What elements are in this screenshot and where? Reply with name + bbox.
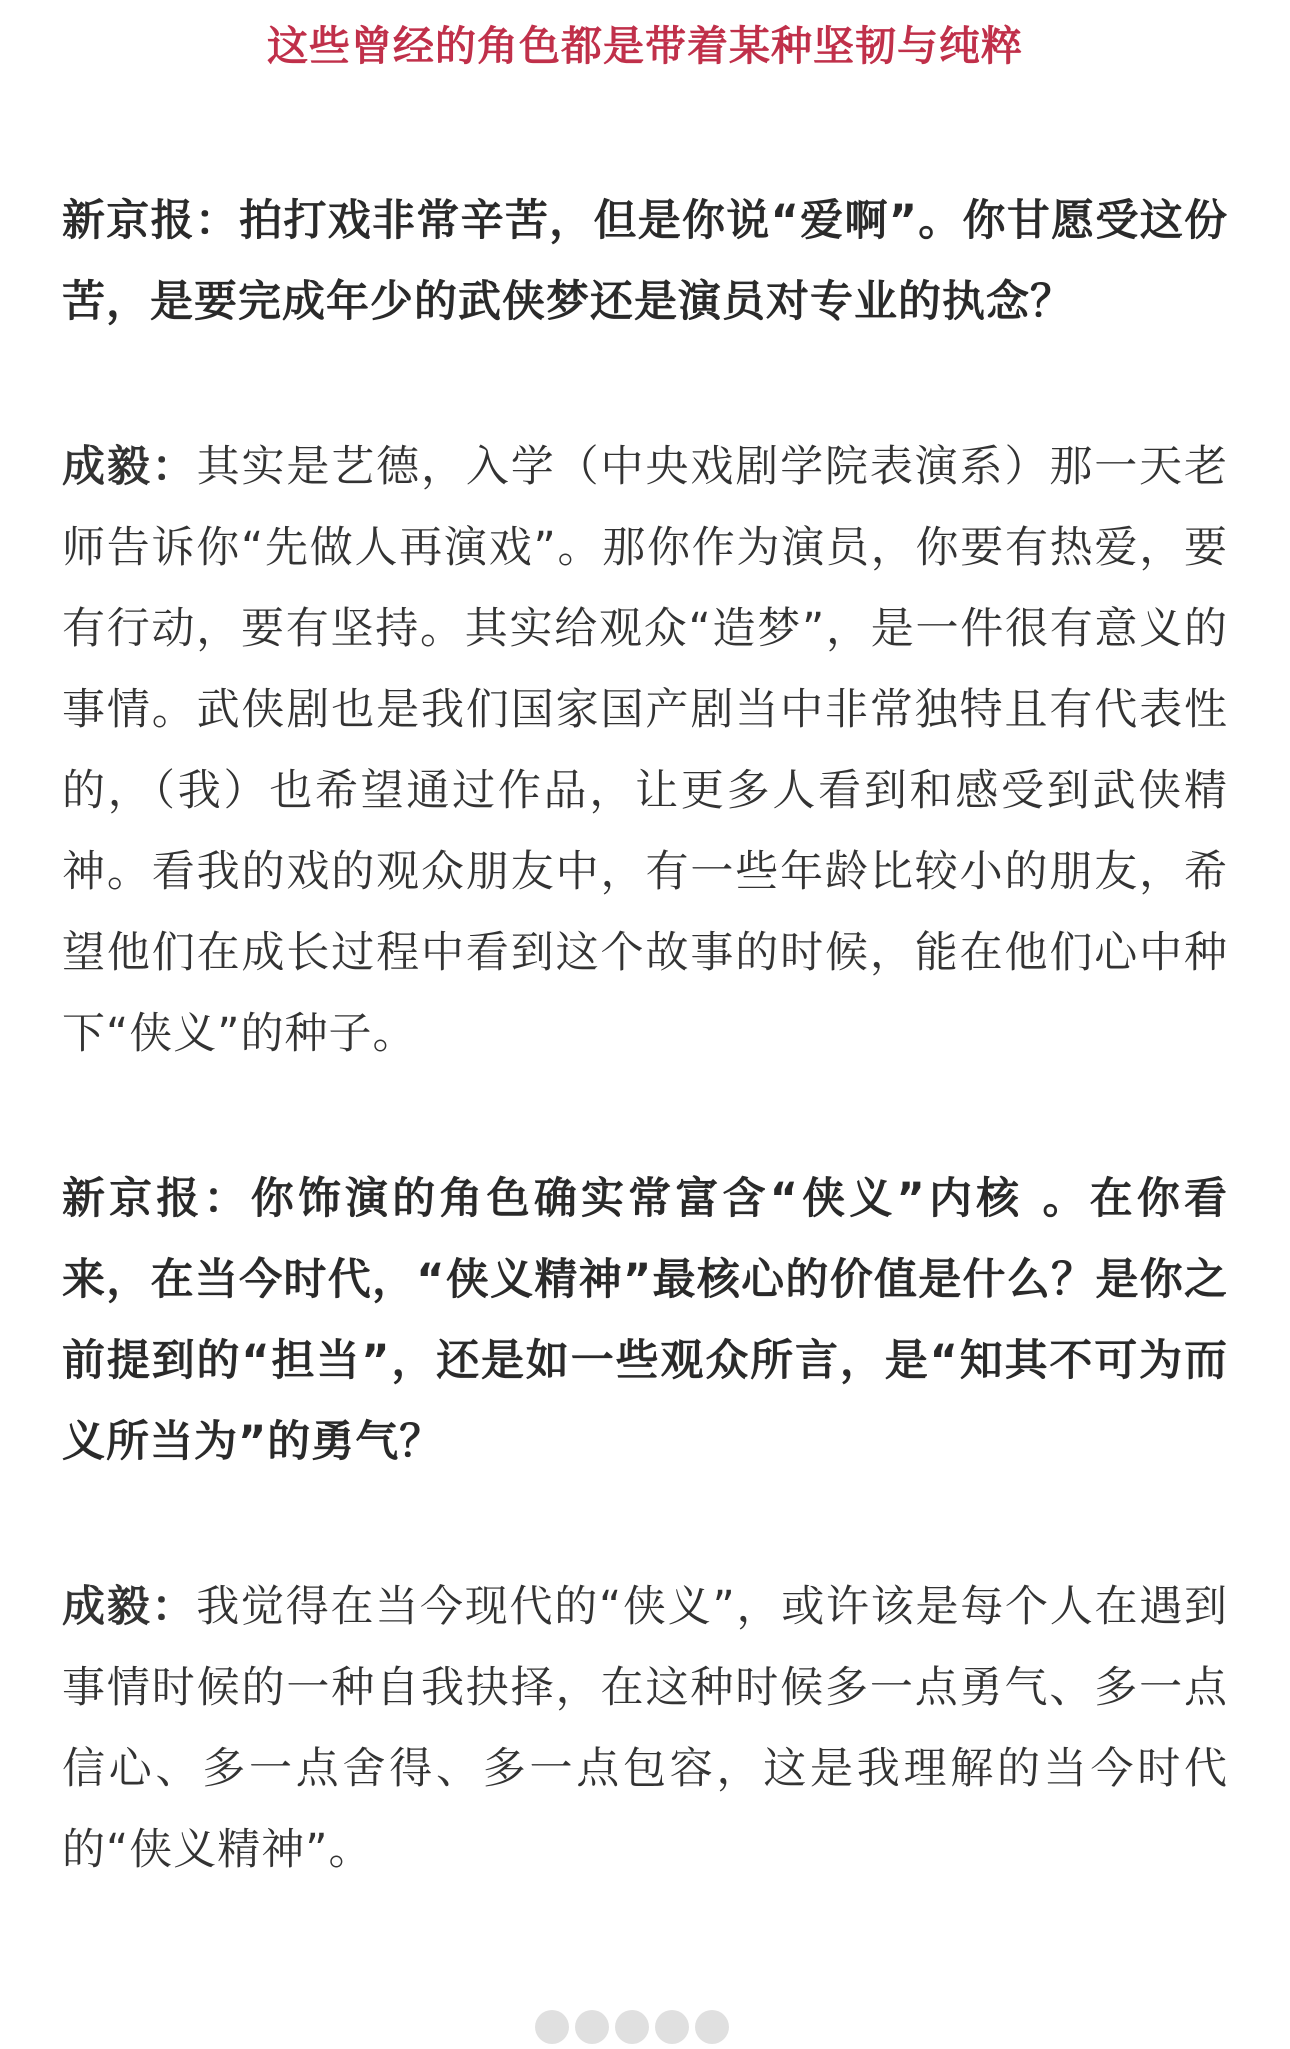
watermark-dot: [695, 2010, 729, 2044]
question-paragraph: [62, 181, 1228, 343]
answer-text: 其实是艺德，入学（中央戏剧学院表演系）那一天老师告诉你“先做人再演戏”。那你作为演员，你要有热爱，要有行动，要有坚持。其实给观众“造梦”，是一件很有意义的事情。武侠剧也是我们国家国产剧当中非常独特且有代表性的，（我）也希望通过作品，让更多人看到和感受到武侠精神。看我的戏的观众朋友中，有一些年龄比较小的朋友，希望他们在成长过程中看到这个故事的时候，能在他们心中种下“侠义”的种子。: [62, 442, 1229, 1059]
watermark-dot: [655, 2010, 689, 2044]
answer-paragraph: [62, 1567, 1228, 1891]
watermark-dot: [535, 2010, 569, 2044]
watermark: [535, 2010, 729, 2044]
question-paragraph: [62, 1159, 1228, 1483]
watermark-dot: [575, 2010, 609, 2044]
speaker-label: 新京报：: [62, 196, 240, 246]
question-text: 你饰演的角色确实常富含“侠义”内核 。在你看来，在当今时代，“侠义精神”最核心的价值是什么？是你之前提到的“担当”，还是如一些观众所言，是“知其不可为而义所当为”的勇气？: [62, 1174, 1229, 1467]
article: [62, 0, 1228, 1891]
question-text: 拍打戏非常辛苦，但是你说“爱啊”。你甘愿受这份苦，是要完成年少的武侠梦还是演员对专业的执念？: [62, 196, 1228, 327]
answer-text: 我觉得在当今现代的“侠义”，或许该是每个人在遇到事情时候的一种自我抉择，在这种时候多一点勇气、多一点信心、多一点舍得、多一点包容，这是我理解的当今时代的“侠义精神”。: [62, 1582, 1228, 1875]
section-heading: 这些曾经的角色都是带着某种坚韧与纯粹: [267, 22, 1023, 70]
speaker-label: 成毅：: [62, 442, 197, 492]
answer-paragraph: [62, 427, 1228, 1075]
speaker-label: 新京报：: [62, 1174, 251, 1224]
watermark-dot: [615, 2010, 649, 2044]
speaker-label: 成毅：: [62, 1582, 197, 1632]
